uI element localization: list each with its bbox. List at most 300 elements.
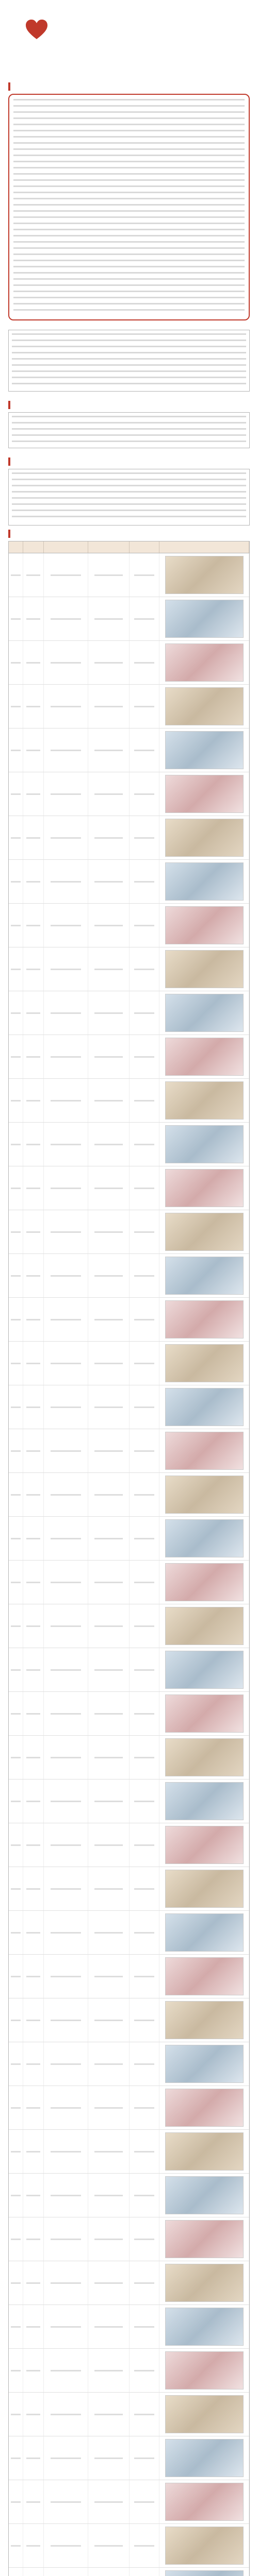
text-placeholder <box>11 2282 21 2284</box>
text-placeholder <box>94 1363 123 1364</box>
table-cell <box>9 904 23 947</box>
text-placeholder <box>94 1844 123 1846</box>
photo-cell <box>159 1736 249 1779</box>
table-row <box>9 860 249 904</box>
table-cell <box>9 1823 23 1867</box>
table-cell <box>130 1867 159 1910</box>
photo-cell <box>159 816 249 859</box>
donation-photo <box>165 1651 244 1689</box>
table-cell <box>9 2217 23 2261</box>
donation-photo <box>165 1563 244 1601</box>
donation-photo <box>165 1038 244 1076</box>
donation-photo <box>165 1519 244 1557</box>
text-placeholder <box>51 1406 82 1408</box>
table-cell <box>23 1123 44 1166</box>
text-placeholder <box>26 1100 40 1101</box>
text-placeholder <box>51 1319 82 1320</box>
text-placeholder <box>51 1801 82 1802</box>
photo-cell <box>159 2217 249 2261</box>
table-cell <box>23 685 44 728</box>
text-placeholder <box>94 1538 123 1539</box>
table-row <box>9 1166 249 1210</box>
text-placeholder <box>11 618 21 620</box>
table-cell <box>23 904 44 947</box>
text-placeholder <box>94 2239 123 2240</box>
text-placeholder <box>26 2282 40 2284</box>
table-cell <box>130 2305 159 2348</box>
column-header <box>159 541 249 553</box>
table-cell <box>23 2042 44 2086</box>
table-cell <box>9 2524 23 2567</box>
text-placeholder <box>134 837 155 839</box>
text-placeholder <box>11 1144 21 1145</box>
photo-cell <box>159 2261 249 2304</box>
table-cell <box>88 1780 130 1823</box>
photo-cell <box>159 2480 249 2523</box>
donation-photo <box>165 862 244 901</box>
text-placeholder <box>134 1582 155 1583</box>
table-cell <box>44 1561 88 1604</box>
section-1-box <box>8 94 250 320</box>
text-placeholder <box>26 1625 40 1627</box>
table-cell <box>9 1385 23 1429</box>
table-cell <box>23 816 44 859</box>
donation-photo <box>165 1738 244 1776</box>
photo-cell <box>159 553 249 597</box>
table-row <box>9 1473 249 1517</box>
photo-cell <box>159 2130 249 2173</box>
text-placeholder <box>94 750 123 751</box>
text-placeholder <box>11 837 21 839</box>
text-placeholder <box>26 2414 40 2415</box>
table-cell <box>130 1911 159 1954</box>
text-placeholder <box>134 2020 155 2021</box>
section-4-heading <box>8 457 250 466</box>
photo-cell <box>159 1079 249 1122</box>
text-placeholder <box>51 1669 82 1671</box>
text-placeholder <box>94 1582 123 1583</box>
column-header <box>23 541 44 553</box>
section-1-text-placeholder <box>13 99 245 315</box>
text-placeholder <box>26 750 40 751</box>
photo-cell <box>159 1035 249 1078</box>
text-placeholder <box>11 2063 21 2065</box>
photo-cell <box>159 685 249 728</box>
text-placeholder <box>26 1582 40 1583</box>
text-placeholder <box>11 1363 21 1364</box>
table-cell <box>44 2130 88 2173</box>
table-cell <box>88 1473 130 1516</box>
table-cell <box>88 904 130 947</box>
photo-cell <box>159 1254 249 1297</box>
text-placeholder <box>94 925 123 926</box>
table-cell <box>130 1079 159 1122</box>
donation-photo <box>165 2001 244 2039</box>
donation-photo <box>165 2132 244 2171</box>
text-placeholder <box>51 2063 82 2065</box>
text-placeholder <box>51 750 82 751</box>
text-placeholder <box>26 2063 40 2065</box>
text-placeholder <box>51 2282 82 2284</box>
text-placeholder <box>11 662 21 664</box>
table-cell <box>88 1648 130 1691</box>
text-placeholder <box>134 1976 155 1977</box>
photo-cell <box>159 991 249 1035</box>
text-placeholder <box>94 1012 123 1014</box>
text-placeholder <box>11 1713 21 1715</box>
text-placeholder <box>94 969 123 970</box>
text-placeholder <box>134 2501 155 2503</box>
section-2-box <box>8 330 250 392</box>
donation-photo <box>165 2089 244 2127</box>
text-placeholder <box>11 1188 21 1189</box>
table-cell <box>130 1780 159 1823</box>
table-row <box>9 1780 249 1823</box>
text-placeholder <box>51 2458 82 2459</box>
table-cell <box>130 2042 159 2086</box>
table-cell <box>44 1867 88 1910</box>
text-placeholder <box>94 1100 123 1101</box>
photo-cell <box>159 947 249 991</box>
table-cell <box>88 1561 130 1604</box>
table-cell <box>9 1123 23 1166</box>
table-cell <box>130 1955 159 1998</box>
table-cell <box>23 2130 44 2173</box>
table-row <box>9 1955 249 1998</box>
column-header <box>88 541 130 553</box>
table-cell <box>130 1166 159 1210</box>
photo-cell <box>159 1823 249 1867</box>
text-placeholder <box>11 1012 21 1014</box>
table-cell <box>44 1517 88 1560</box>
text-placeholder <box>94 2326 123 2328</box>
text-placeholder <box>134 1888 155 1890</box>
table-cell <box>23 1780 44 1823</box>
text-placeholder <box>26 1538 40 1539</box>
photo-cell <box>159 1123 249 1166</box>
text-placeholder <box>11 1669 21 1671</box>
text-placeholder <box>11 1757 21 1758</box>
text-placeholder <box>26 662 40 664</box>
table-cell <box>88 860 130 903</box>
table-row <box>9 2130 249 2174</box>
table-cell <box>9 553 23 597</box>
table-cell <box>23 947 44 991</box>
text-placeholder <box>51 2239 82 2240</box>
text-placeholder <box>134 662 155 664</box>
text-placeholder <box>51 1056 82 1058</box>
table-cell <box>88 2174 130 2217</box>
table-cell <box>23 1210 44 1253</box>
text-placeholder <box>51 618 82 620</box>
table-row <box>9 1911 249 1955</box>
photo-cell <box>159 2174 249 2217</box>
table-cell <box>88 1254 130 1297</box>
section-4-text-placeholder <box>12 472 246 522</box>
table-cell <box>130 685 159 728</box>
table-row <box>9 1210 249 1254</box>
text-placeholder <box>26 837 40 839</box>
donation-photo <box>165 775 244 813</box>
text-placeholder <box>26 1319 40 1320</box>
table-cell <box>9 641 23 684</box>
text-placeholder <box>134 881 155 883</box>
text-placeholder <box>134 2326 155 2328</box>
section-3-box <box>8 412 250 448</box>
text-placeholder <box>51 1494 82 1496</box>
table-cell <box>23 2305 44 2348</box>
text-placeholder <box>134 2239 155 2240</box>
table-cell <box>23 2086 44 2129</box>
text-placeholder <box>94 1319 123 1320</box>
table-row <box>9 1035 249 1079</box>
table-row <box>9 1254 249 1298</box>
table-cell <box>9 685 23 728</box>
table-cell <box>44 1604 88 1648</box>
text-placeholder <box>26 1757 40 1758</box>
table-cell <box>130 1517 159 1560</box>
text-placeholder <box>94 618 123 620</box>
table-cell <box>88 1604 130 1648</box>
text-placeholder <box>26 2239 40 2240</box>
photo-cell <box>159 1517 249 1560</box>
text-placeholder <box>11 2545 21 2547</box>
table-cell <box>88 991 130 1035</box>
donation-photo <box>165 2439 244 2477</box>
table-cell <box>9 2130 23 2173</box>
table-cell <box>44 1998 88 2042</box>
donation-table <box>8 541 250 2576</box>
table-cell <box>88 2436 130 2480</box>
table-cell <box>130 2349 159 2392</box>
photo-cell <box>159 1867 249 1910</box>
table-cell <box>23 2480 44 2523</box>
table-row <box>9 1342 249 1385</box>
text-placeholder <box>51 1713 82 1715</box>
table-row <box>9 641 249 685</box>
text-placeholder <box>94 2151 123 2153</box>
table-cell <box>9 947 23 991</box>
table-cell <box>44 1955 88 1998</box>
table-cell <box>88 947 130 991</box>
table-row <box>9 1517 249 1561</box>
table-cell <box>130 2436 159 2480</box>
text-placeholder <box>26 2195 40 2196</box>
table-cell <box>88 1342 130 1385</box>
donation-photo <box>165 1257 244 1295</box>
table-cell <box>23 2217 44 2261</box>
table-cell <box>9 1648 23 1691</box>
table-cell <box>130 2217 159 2261</box>
table-cell <box>23 1342 44 1385</box>
photo-cell <box>159 641 249 684</box>
text-placeholder <box>51 793 82 795</box>
donation-photo <box>165 687 244 725</box>
table-cell <box>23 1648 44 1691</box>
table-cell <box>44 904 88 947</box>
text-placeholder <box>94 1144 123 1145</box>
table-cell <box>44 860 88 903</box>
table-cell <box>23 1517 44 1560</box>
section-2-text-placeholder <box>12 333 246 388</box>
donation-photo <box>165 1957 244 1995</box>
table-row <box>9 2086 249 2130</box>
photo-cell <box>159 2436 249 2480</box>
text-placeholder <box>94 2501 123 2503</box>
donation-photo <box>165 819 244 857</box>
table-row <box>9 2524 249 2568</box>
donation-photo <box>165 1388 244 1426</box>
text-placeholder <box>134 1231 155 1233</box>
table-cell <box>23 2349 44 2392</box>
text-placeholder <box>51 1144 82 1145</box>
table-cell <box>23 597 44 640</box>
table-cell <box>44 1780 88 1823</box>
text-placeholder <box>51 1450 82 1452</box>
text-placeholder <box>94 1976 123 1977</box>
text-placeholder <box>94 1888 123 1890</box>
table-row <box>9 685 249 728</box>
table-cell <box>88 1385 130 1429</box>
text-placeholder <box>26 574 40 576</box>
table-cell <box>44 1823 88 1867</box>
donation-photo <box>165 1476 244 1514</box>
text-placeholder <box>94 1450 123 1452</box>
text-placeholder <box>134 1801 155 1802</box>
text-placeholder <box>11 1450 21 1452</box>
table-cell <box>44 947 88 991</box>
text-placeholder <box>51 1932 82 1934</box>
table-cell <box>88 597 130 640</box>
table-row <box>9 2436 249 2480</box>
text-placeholder <box>51 969 82 970</box>
text-placeholder <box>11 1625 21 1627</box>
table-cell <box>23 991 44 1035</box>
text-placeholder <box>26 1801 40 1802</box>
table-cell <box>9 728 23 772</box>
table-cell <box>9 1254 23 1297</box>
table-cell <box>44 2349 88 2392</box>
photo-cell <box>159 1342 249 1385</box>
donation-photo <box>165 1607 244 1645</box>
table-cell <box>23 728 44 772</box>
table-cell <box>44 597 88 640</box>
table-cell <box>44 1473 88 1516</box>
text-placeholder <box>134 1363 155 1364</box>
table-cell <box>9 1079 23 1122</box>
text-placeholder <box>134 1538 155 1539</box>
donation-photo <box>165 1782 244 1820</box>
text-placeholder <box>134 1669 155 1671</box>
table-cell <box>44 1035 88 1078</box>
section-3-heading <box>8 401 250 409</box>
table-cell <box>9 1561 23 1604</box>
table-cell <box>88 2217 130 2261</box>
table-cell <box>130 2130 159 2173</box>
text-placeholder <box>11 2414 21 2415</box>
table-cell <box>88 728 130 772</box>
table-cell <box>130 728 159 772</box>
table-cell <box>88 2524 130 2567</box>
table-cell <box>130 2524 159 2567</box>
table-cell <box>130 553 159 597</box>
table-row <box>9 2393 249 2436</box>
table-cell <box>9 772 23 816</box>
text-placeholder <box>94 2458 123 2459</box>
table-cell <box>130 1210 159 1253</box>
text-placeholder <box>94 1713 123 1715</box>
table-heading <box>8 530 250 538</box>
table-cell <box>88 2349 130 2392</box>
table-cell <box>23 1254 44 1297</box>
text-placeholder <box>134 1056 155 1058</box>
text-placeholder <box>51 1275 82 1277</box>
table-cell <box>44 1648 88 1691</box>
table-cell <box>9 2480 23 2523</box>
table-cell <box>44 1166 88 1210</box>
text-placeholder <box>134 750 155 751</box>
photo-cell <box>159 1648 249 1691</box>
text-placeholder <box>11 1275 21 1277</box>
table-header-row <box>9 541 249 553</box>
donation-photo <box>165 2176 244 2214</box>
text-placeholder <box>26 1976 40 1977</box>
text-placeholder <box>11 2151 21 2153</box>
table-cell <box>9 1342 23 1385</box>
photo-cell <box>159 1955 249 1998</box>
text-placeholder <box>26 2545 40 2547</box>
photo-cell <box>159 2042 249 2086</box>
text-placeholder <box>26 1144 40 1145</box>
table-cell <box>9 991 23 1035</box>
table-cell <box>88 1123 130 1166</box>
table-row <box>9 1385 249 1429</box>
table-cell <box>23 2524 44 2567</box>
text-placeholder <box>94 662 123 664</box>
text-placeholder <box>134 1100 155 1101</box>
donation-photo <box>165 2308 244 2346</box>
table-cell <box>130 1604 159 1648</box>
text-placeholder <box>11 2370 21 2371</box>
text-placeholder <box>134 2545 155 2547</box>
table-cell <box>9 2568 23 2576</box>
text-placeholder <box>134 1144 155 1145</box>
text-placeholder <box>51 2326 82 2328</box>
table-row <box>9 2042 249 2086</box>
text-placeholder <box>26 2501 40 2503</box>
text-placeholder <box>26 925 40 926</box>
text-placeholder <box>11 1100 21 1101</box>
text-placeholder <box>26 881 40 883</box>
text-placeholder <box>11 793 21 795</box>
text-placeholder <box>94 1625 123 1627</box>
text-placeholder <box>11 1319 21 1320</box>
text-placeholder <box>51 1188 82 1189</box>
table-cell <box>130 641 159 684</box>
table-cell <box>88 816 130 859</box>
table-row <box>9 1867 249 1911</box>
text-placeholder <box>94 1757 123 1758</box>
table-row <box>9 2568 249 2576</box>
table-cell <box>23 2568 44 2576</box>
table-cell <box>44 1210 88 1253</box>
table-cell <box>130 1123 159 1166</box>
table-cell <box>23 1035 44 1078</box>
table-cell <box>88 553 130 597</box>
text-placeholder <box>134 1319 155 1320</box>
text-placeholder <box>134 618 155 620</box>
table-cell <box>130 1342 159 1385</box>
